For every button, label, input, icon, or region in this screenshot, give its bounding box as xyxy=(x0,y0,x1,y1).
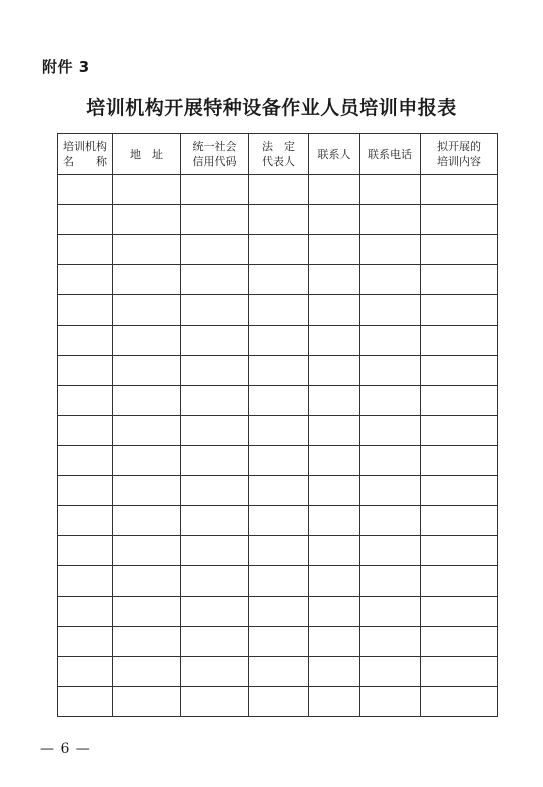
table-cell[interactable] xyxy=(249,445,309,475)
table-cell[interactable] xyxy=(181,415,249,445)
page-number: — 6 — xyxy=(40,741,91,757)
table-row xyxy=(58,235,498,265)
table-cell[interactable] xyxy=(249,596,309,626)
table-cell[interactable] xyxy=(249,205,309,235)
table-cell[interactable] xyxy=(309,476,360,506)
table-cell[interactable] xyxy=(181,355,249,385)
table-cell[interactable] xyxy=(113,626,181,656)
table-cell[interactable] xyxy=(360,506,421,536)
table-row xyxy=(58,506,498,536)
table-cell[interactable] xyxy=(360,295,421,325)
table-cell[interactable] xyxy=(113,415,181,445)
table-cell[interactable] xyxy=(249,325,309,355)
application-form-table xyxy=(57,133,498,717)
table-cell[interactable] xyxy=(360,235,421,265)
header-row xyxy=(58,134,498,175)
table-cell[interactable] xyxy=(421,325,498,355)
table-cell[interactable] xyxy=(421,355,498,385)
table-cell[interactable] xyxy=(421,415,498,445)
table-cell[interactable] xyxy=(58,445,113,475)
form-title: 培训机构开展特种设备作业人员培训申报表 xyxy=(86,97,457,119)
table-cell[interactable] xyxy=(249,175,309,205)
table-cell[interactable] xyxy=(113,295,181,325)
table-cell[interactable] xyxy=(113,235,181,265)
table-cell[interactable] xyxy=(421,536,498,566)
table-cell[interactable] xyxy=(309,325,360,355)
table-cell[interactable] xyxy=(58,476,113,506)
table-cell[interactable] xyxy=(58,385,113,415)
table-cell[interactable] xyxy=(309,235,360,265)
table-cell[interactable] xyxy=(421,445,498,475)
table-cell[interactable] xyxy=(421,295,498,325)
table-cell[interactable] xyxy=(58,536,113,566)
table-cell[interactable] xyxy=(309,175,360,205)
table-row xyxy=(58,355,498,385)
table-cell[interactable] xyxy=(309,656,360,686)
table-cell[interactable] xyxy=(249,355,309,385)
table-cell[interactable] xyxy=(309,596,360,626)
table-cell[interactable] xyxy=(360,175,421,205)
table-cell[interactable] xyxy=(309,536,360,566)
table-cell[interactable] xyxy=(309,205,360,235)
table-cell[interactable] xyxy=(58,596,113,626)
table-cell[interactable] xyxy=(113,325,181,355)
table-cell[interactable] xyxy=(360,265,421,295)
table-cell[interactable] xyxy=(58,415,113,445)
table-cell[interactable] xyxy=(309,686,360,716)
table-cell[interactable] xyxy=(249,385,309,415)
table-cell[interactable] xyxy=(181,506,249,536)
header-contact-phone: 联系电话 xyxy=(360,134,421,175)
table-row xyxy=(58,265,498,295)
table-cell[interactable] xyxy=(249,235,309,265)
table-cell[interactable] xyxy=(309,295,360,325)
header-contact-person: 联系人 xyxy=(309,134,360,175)
table-row xyxy=(58,536,498,566)
table-cell[interactable] xyxy=(249,686,309,716)
table-cell[interactable] xyxy=(421,235,498,265)
table-cell[interactable] xyxy=(181,656,249,686)
table-cell[interactable] xyxy=(58,506,113,536)
table-row xyxy=(58,205,498,235)
table-cell[interactable] xyxy=(421,656,498,686)
table-cell[interactable] xyxy=(421,506,498,536)
table-cell[interactable] xyxy=(113,506,181,536)
table-cell[interactable] xyxy=(249,295,309,325)
table-cell[interactable] xyxy=(360,686,421,716)
table-cell[interactable] xyxy=(113,205,181,235)
table-cell[interactable] xyxy=(360,566,421,596)
table-cell[interactable] xyxy=(113,596,181,626)
table-cell[interactable] xyxy=(181,476,249,506)
table-cell[interactable] xyxy=(113,566,181,596)
table-row xyxy=(58,295,498,325)
table-cell[interactable] xyxy=(181,686,249,716)
table-cell[interactable] xyxy=(249,476,309,506)
table-cell[interactable] xyxy=(181,385,249,415)
table-row xyxy=(58,385,498,415)
table-cell[interactable] xyxy=(309,415,360,445)
attachment-label: 附件 3 xyxy=(42,58,90,76)
table-cell[interactable] xyxy=(309,385,360,415)
table-cell[interactable] xyxy=(58,686,113,716)
table-cell[interactable] xyxy=(360,205,421,235)
table-cell[interactable] xyxy=(421,596,498,626)
table-cell[interactable] xyxy=(181,536,249,566)
table-cell[interactable] xyxy=(249,415,309,445)
table-cell[interactable] xyxy=(181,175,249,205)
table-cell[interactable] xyxy=(58,656,113,686)
table-cell[interactable] xyxy=(113,355,181,385)
table-row xyxy=(58,596,498,626)
header-institution-name: 培训机构 名 称 xyxy=(58,134,113,175)
table-cell[interactable] xyxy=(421,205,498,235)
header-credit-code: 统一社会 信用代码 xyxy=(181,134,249,175)
table-cell[interactable] xyxy=(113,476,181,506)
header-legal-representative: 法 定 代表人 xyxy=(249,134,309,175)
table-cell[interactable] xyxy=(249,506,309,536)
table-row xyxy=(58,415,498,445)
table-cell[interactable] xyxy=(181,235,249,265)
table-cell[interactable] xyxy=(360,445,421,475)
table-cell[interactable] xyxy=(421,686,498,716)
table-cell[interactable] xyxy=(309,265,360,295)
table-cell[interactable] xyxy=(181,205,249,235)
table-cell[interactable] xyxy=(360,415,421,445)
table-cell[interactable] xyxy=(181,445,249,475)
table-row xyxy=(58,175,498,205)
table-cell[interactable] xyxy=(421,265,498,295)
table-cell[interactable] xyxy=(113,656,181,686)
table-cell[interactable] xyxy=(360,596,421,626)
header-address: 地 址 xyxy=(113,134,181,175)
table-cell[interactable] xyxy=(58,355,113,385)
table-row xyxy=(58,566,498,596)
table-cell[interactable] xyxy=(309,566,360,596)
table-cell[interactable] xyxy=(360,476,421,506)
form-body xyxy=(58,175,498,717)
table-cell[interactable] xyxy=(58,265,113,295)
table-cell[interactable] xyxy=(421,476,498,506)
table-cell[interactable] xyxy=(360,355,421,385)
table-cell[interactable] xyxy=(309,355,360,385)
table-cell[interactable] xyxy=(113,536,181,566)
table-cell[interactable] xyxy=(360,325,421,355)
table-cell[interactable] xyxy=(58,175,113,205)
table-row xyxy=(58,445,498,475)
table-cell[interactable] xyxy=(58,205,113,235)
table-cell[interactable] xyxy=(113,265,181,295)
table-cell[interactable] xyxy=(58,566,113,596)
table-cell[interactable] xyxy=(360,626,421,656)
table-cell[interactable] xyxy=(249,566,309,596)
table-cell[interactable] xyxy=(360,656,421,686)
table-row xyxy=(58,656,498,686)
table-cell[interactable] xyxy=(181,626,249,656)
table-cell[interactable] xyxy=(421,566,498,596)
table-row xyxy=(58,686,498,716)
table-cell[interactable] xyxy=(113,686,181,716)
table-cell[interactable] xyxy=(309,445,360,475)
table-cell[interactable] xyxy=(181,596,249,626)
table-cell[interactable] xyxy=(181,295,249,325)
table-cell[interactable] xyxy=(421,626,498,656)
table-cell[interactable] xyxy=(421,385,498,415)
table-cell[interactable] xyxy=(421,175,498,205)
table-cell[interactable] xyxy=(113,445,181,475)
table-cell[interactable] xyxy=(360,385,421,415)
table-row xyxy=(58,325,498,355)
table-cell[interactable] xyxy=(249,536,309,566)
table-cell[interactable] xyxy=(181,265,249,295)
table-cell[interactable] xyxy=(58,235,113,265)
table-cell[interactable] xyxy=(249,626,309,656)
table-cell[interactable] xyxy=(113,175,181,205)
table-cell[interactable] xyxy=(309,506,360,536)
table-row xyxy=(58,476,498,506)
table-row xyxy=(58,626,498,656)
table-cell[interactable] xyxy=(360,536,421,566)
table-cell[interactable] xyxy=(249,265,309,295)
table-cell[interactable] xyxy=(181,566,249,596)
table-cell[interactable] xyxy=(181,325,249,355)
table-cell[interactable] xyxy=(58,295,113,325)
table-cell[interactable] xyxy=(58,626,113,656)
table-cell[interactable] xyxy=(113,385,181,415)
table-cell[interactable] xyxy=(58,325,113,355)
table-cell[interactable] xyxy=(309,626,360,656)
header-training-content: 拟开展的 培训内容 xyxy=(421,134,498,175)
table-cell[interactable] xyxy=(249,656,309,686)
